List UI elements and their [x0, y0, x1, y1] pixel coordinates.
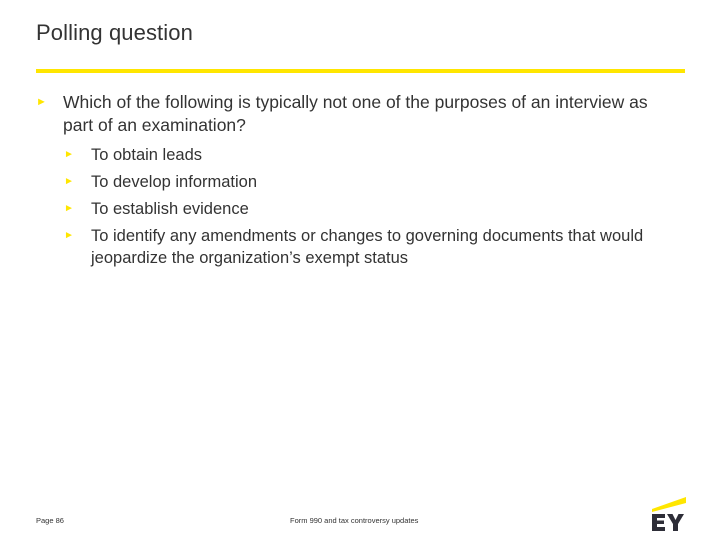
ey-logo-icon [648, 494, 688, 532]
answer-list [64, 144, 664, 274]
answer-option [64, 171, 664, 193]
answer-text: To establish evidence [91, 200, 249, 218]
bullet-arrow-icon: ► [64, 176, 74, 187]
bullet-arrow-icon: ► [36, 96, 47, 108]
answer-option [64, 225, 664, 269]
answer-option [64, 198, 664, 220]
question-text: Which of the following is typically not one of the purposes of an interview as part of an examination? [63, 92, 648, 135]
answer-option [64, 144, 664, 166]
answer-text: To obtain leads [91, 146, 202, 164]
bullet-arrow-icon: ► [64, 203, 74, 214]
title-divider [36, 69, 685, 73]
answer-text: To develop information [91, 173, 258, 191]
page-number: Page 86 [36, 516, 64, 525]
question-row [36, 91, 656, 137]
bullet-arrow-icon: ► [64, 149, 74, 160]
footer-title: Form 990 and tax controversy updates [290, 516, 419, 525]
bullet-arrow-icon: ► [64, 230, 74, 241]
answer-text: To identify any amendments or changes to governing documents that would jeopardize the organization’s exempt status [91, 227, 644, 267]
slide-title: Polling question [36, 20, 193, 45]
